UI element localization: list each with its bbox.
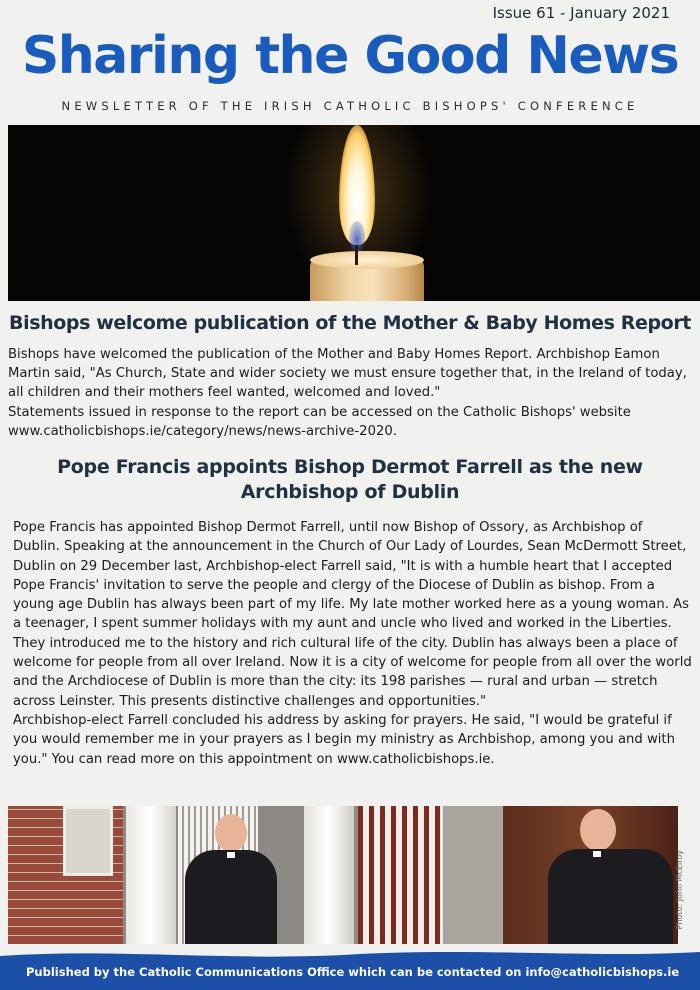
person-collar — [593, 851, 601, 857]
photo-person-left — [183, 814, 279, 944]
person-head — [580, 809, 616, 851]
photo-person-right — [548, 809, 673, 944]
article1-statements-paragraph: Statements issued in response to the report can be accessed on the Catholic Bishops' website www.catholicbishops.ie/category/news/news-archive-2020. — [8, 404, 631, 439]
article1-paragraph: Bishops have welcomed the publication of the Mother and Baby Homes Report. Archbishop Eamon Martin said, "As Church, State and wider society we must ensure together that, in the Ireland of today, all children and their mothers feel wanted, welcomed and loved." — [8, 347, 687, 401]
photo-railings — [358, 806, 443, 944]
article-heading-mother-baby-homes: Bishops welcome publication of the Mother & Baby Homes Report — [9, 312, 691, 334]
person-coat — [185, 850, 277, 944]
photo-credit: Photo: John McElroy — [675, 850, 684, 930]
article-heading-archbishop-dublin: Pope Francis appoints Bishop Dermot Farrell as the new Archbishop of Dublin — [57, 456, 643, 503]
candle-top — [310, 251, 424, 269]
candle-wick — [355, 245, 358, 265]
photo-column — [304, 806, 354, 944]
person-coat — [548, 849, 673, 944]
person-head — [215, 814, 247, 852]
newsletter-title: Sharing the Good News — [21, 26, 679, 86]
archbishop-photo — [8, 806, 700, 944]
person-collar — [227, 852, 235, 858]
article2-paragraph: Pope Francis has appointed Bishop Dermot Farrell, until now Bishop of Ossory, as Archbishop of Dublin. Speaking at the announcement in the Church of Our Lady of Lourdes, Sean McDermott Street, Dublin on 29 December last, Archbishop-elect Farrell said, "It is with a humble heart that I accepted Pope Francis' invitation to serve the people and clergy of the Diocese of Dublin as bishop. From a young age Dublin has always been part of my life. My late mother worked here as a young woman. As a teenager, I spent summer holidays with my aunt and uncle who lived and worked in the Liberties. They introduced me to the history and rich cultural life of the city. Dublin has always been a place of welcome for people from all over Ireland. Now it is a city of welcome for people from all over the world and the Archdiocese of Dublin is more than the city: its 198 parishes — rural and urban — stretch across Leinster. This presents distinctive challenges and opportunities." — [13, 520, 692, 709]
article2-closing-paragraph: Archbishop-elect Farrell concluded his address by asking for prayers. He said, "I would be grateful if you would remember me in your prayers as I begin my ministry as Archbishop, among you and with you." You can read more on this appointment on www.catholicbishops.ie. — [13, 712, 675, 767]
photo-column — [126, 806, 176, 944]
article-body-archbishop-dublin — [13, 518, 693, 769]
photo-window — [63, 806, 113, 876]
article-body-mother-baby-homes — [8, 345, 694, 441]
photo-stone-wall — [443, 806, 503, 944]
candle-image — [8, 125, 700, 301]
footer-contact: Published by the Catholic Communications Office which can be contacted on info@catholicbishops.ie — [26, 965, 680, 979]
issue-date: Issue 61 - January 2021 — [492, 4, 670, 22]
newsletter-subtitle: NEWSLETTER OF THE IRISH CATHOLIC BISHOPS' CONFERENCE — [61, 99, 639, 113]
